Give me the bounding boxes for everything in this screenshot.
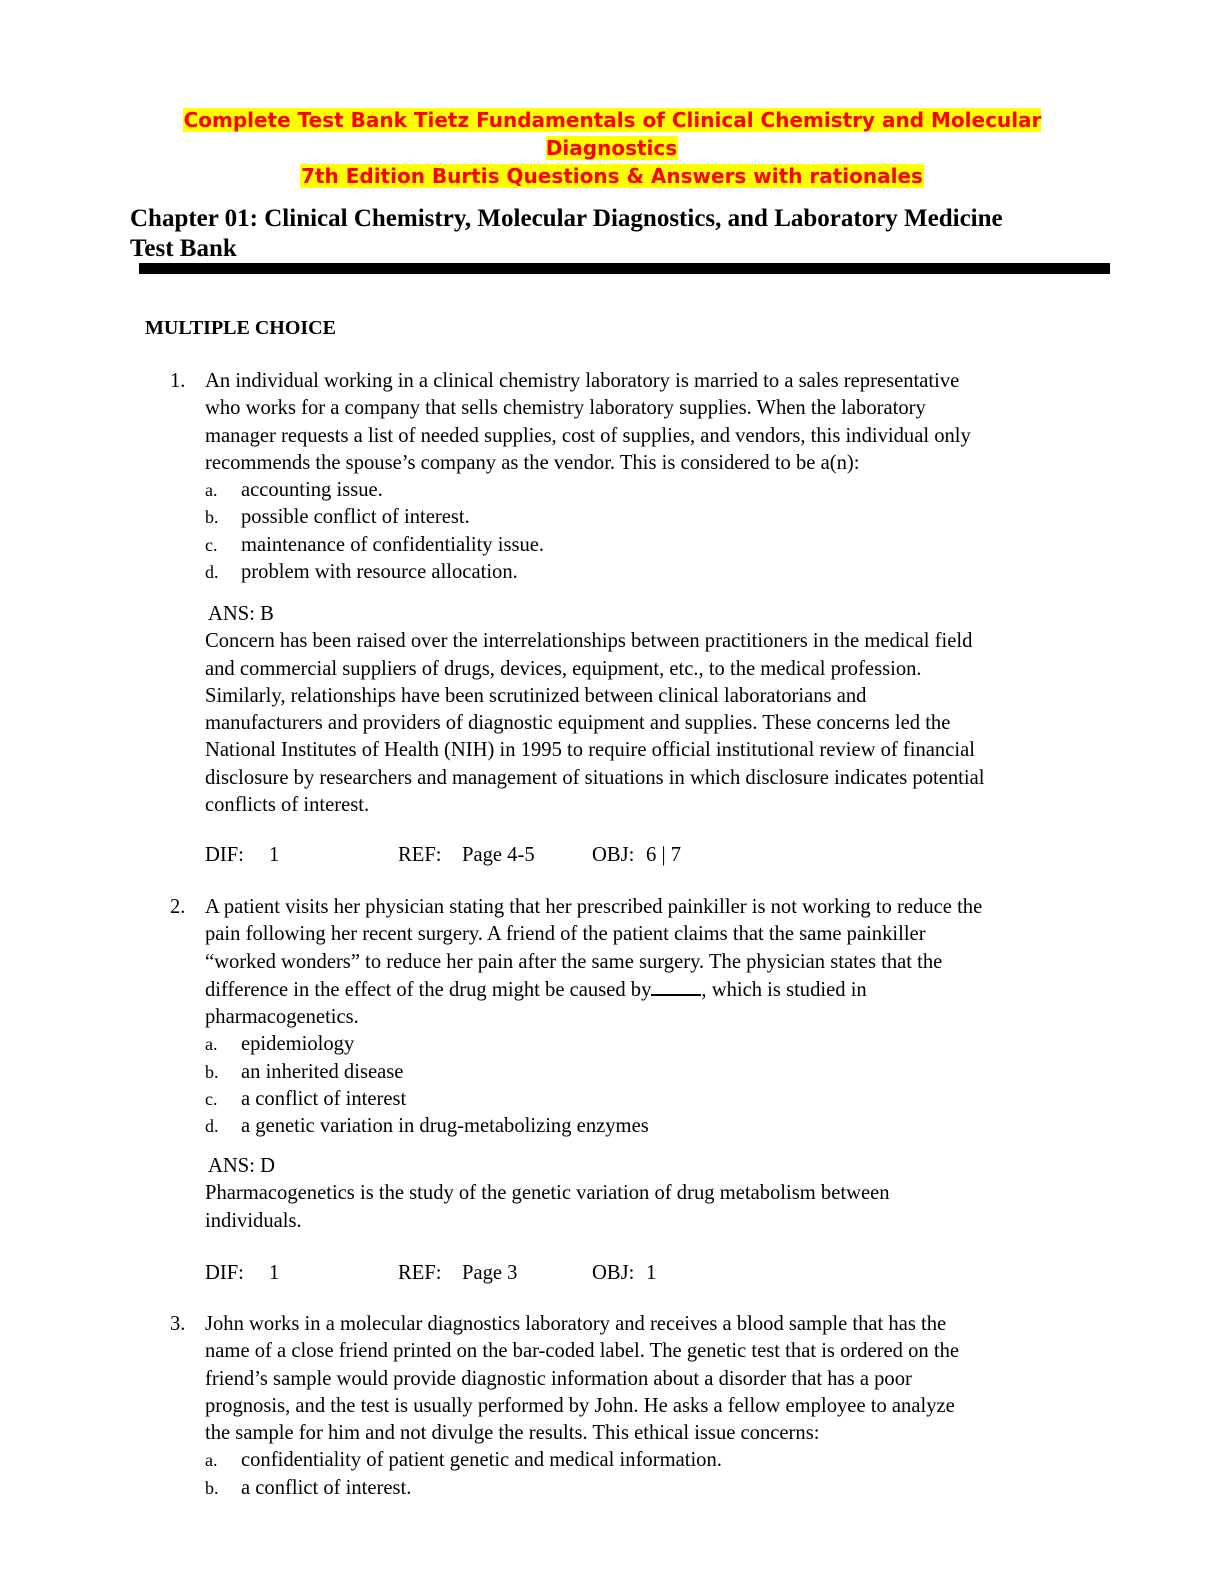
- stem-text: difference in the effect of the drug might be caused by: [205, 978, 652, 1001]
- option-list: [205, 1447, 1110, 1502]
- dif-value: 1: [269, 844, 280, 866]
- option-letter: a.: [205, 1450, 218, 1471]
- stem-line: friend’s sample would provide diagnostic information about a disorder that has a poor: [205, 1367, 912, 1390]
- answer-1: [205, 601, 1110, 819]
- option-text: a conflict of interest.: [241, 1476, 412, 1499]
- stem-line: An individual working in a clinical chemistry laboratory is married to a sales representative: [205, 370, 960, 392]
- answer-key: ANS: D: [208, 1155, 275, 1177]
- obj-label: OBJ:: [592, 844, 635, 866]
- option-list: [205, 477, 1110, 586]
- option-text: a genetic variation in drug-metabolizing enzymes: [241, 1115, 649, 1138]
- rationale-line: individuals.: [205, 1209, 302, 1232]
- option-c: [205, 532, 1110, 559]
- rationale-line: Concern has been raised over the interrelationships between practitioners in the medical field: [205, 630, 973, 653]
- option-letter: d.: [205, 1116, 219, 1137]
- stem-text: , which is studied in: [701, 978, 867, 1001]
- dif-label: DIF:: [205, 1262, 244, 1284]
- obj-value: 1: [646, 1262, 657, 1284]
- stem-line: [205, 976, 1110, 1004]
- chapter-title: Chapter 01: Clinical Chemistry, Molecular Diagnostics, and Laboratory Medicine: [130, 205, 1003, 232]
- document-title: [120, 106, 1104, 190]
- section-heading: MULTIPLE CHOICE: [145, 317, 336, 339]
- option-text: epidemiology: [241, 1033, 355, 1056]
- option-d: [205, 1113, 1110, 1140]
- heading-rule: [139, 263, 1110, 274]
- option-text: confidentiality of patient genetic and medical information.: [241, 1449, 722, 1472]
- option-b: [205, 1475, 1110, 1502]
- option-letter: b.: [205, 1477, 219, 1498]
- rationale-line: manufacturers and providers of diagnostic equipment and supplies. These concerns led the: [205, 712, 951, 735]
- chapter-heading: [130, 204, 1110, 264]
- option-text: maintenance of confidentiality issue.: [241, 533, 545, 556]
- question-number: 1.: [170, 370, 186, 392]
- obj-label: OBJ:: [592, 1262, 635, 1284]
- rationale-line: Similarly, relationships have been scrutinized between clinical laboratorians and: [205, 684, 867, 707]
- option-text: problem with resource allocation.: [241, 561, 518, 584]
- dif-label: DIF:: [205, 844, 244, 866]
- option-letter: a.: [205, 480, 218, 501]
- rationale-line: conflicts of interest.: [205, 794, 370, 817]
- option-list: [205, 1031, 1110, 1140]
- stem-line: recommends the spouse’s company as the vendor. This is considered to be a(n):: [205, 451, 860, 474]
- question-stem: [205, 1311, 1110, 1502]
- answer-2: [205, 1153, 1110, 1235]
- stem-line: “worked wonders” to reduce her pain after the same surgery. The physician states that the: [205, 950, 943, 973]
- title-line-1: Complete Test Bank Tietz Fundamentals of Clinical Chemistry and Molecular Diagnostics: [183, 108, 1042, 160]
- ref-label: REF:: [398, 1262, 442, 1284]
- option-d: [205, 559, 1110, 586]
- option-a: [205, 477, 1110, 504]
- dif-value: 1: [269, 1262, 280, 1284]
- rationale-line: Pharmacogenetics is the study of the genetic variation of drug metabolism between: [205, 1182, 890, 1205]
- stem-line: John works in a molecular diagnostics laboratory and receives a blood sample that has the: [205, 1313, 947, 1335]
- option-a: [205, 1447, 1110, 1474]
- fill-in-blank: [651, 976, 701, 996]
- stem-line: pharmacogenetics.: [205, 1006, 359, 1029]
- question-stem: [205, 368, 1110, 586]
- option-letter: a.: [205, 1034, 218, 1055]
- option-b: [205, 504, 1110, 531]
- option-letter: d.: [205, 562, 219, 583]
- title-line-2: 7th Edition Burtis Questions & Answers with rationales: [301, 164, 923, 188]
- question-number: 2.: [170, 896, 186, 918]
- option-letter: c.: [205, 1089, 218, 1110]
- ref-label: REF:: [398, 844, 442, 866]
- option-text: an inherited disease: [241, 1060, 404, 1083]
- ref-value: Page 4-5: [462, 844, 535, 866]
- option-letter: c.: [205, 534, 218, 555]
- stem-line: the sample for him and not divulge the results. This ethical issue concerns:: [205, 1422, 820, 1445]
- chapter-subtitle: Test Bank: [130, 235, 237, 262]
- question-number: 3.: [170, 1313, 186, 1335]
- obj-value: 6 | 7: [646, 844, 682, 866]
- option-letter: b.: [205, 1061, 219, 1082]
- option-b: [205, 1059, 1110, 1086]
- stem-line: pain following her recent surgery. A friend of the patient claims that the same painkiller: [205, 923, 926, 946]
- option-a: [205, 1031, 1110, 1058]
- option-text: possible conflict of interest.: [241, 506, 470, 529]
- stem-line: A patient visits her physician stating that her prescribed painkiller is not working to reduce the: [205, 896, 983, 918]
- stem-line: prognosis, and the test is usually performed by John. He asks a fellow employee to analyze: [205, 1394, 955, 1417]
- stem-line: name of a close friend printed on the bar-coded label. The genetic test that is ordered on the: [205, 1340, 960, 1363]
- answer-key: ANS: B: [208, 603, 274, 625]
- option-text: a conflict of interest: [241, 1088, 407, 1111]
- option-text: accounting issue.: [241, 479, 383, 502]
- option-letter: b.: [205, 507, 219, 528]
- rationale-line: and commercial suppliers of drugs, devices, equipment, etc., to the medical profession.: [205, 657, 922, 680]
- stem-line: who works for a company that sells chemistry laboratory supplies. When the laboratory: [205, 397, 926, 420]
- question-stem: [205, 894, 1110, 1141]
- option-c: [205, 1086, 1110, 1113]
- rationale-line: disclosure by researchers and management of situations in which disclosure indicates potential: [205, 766, 985, 789]
- ref-value: Page 3: [462, 1262, 518, 1284]
- stem-line: manager requests a list of needed supplies, cost of supplies, and vendors, this individual only: [205, 424, 971, 447]
- rationale-line: National Institutes of Health (NIH) in 1995 to require official institutional review of financial: [205, 739, 975, 762]
